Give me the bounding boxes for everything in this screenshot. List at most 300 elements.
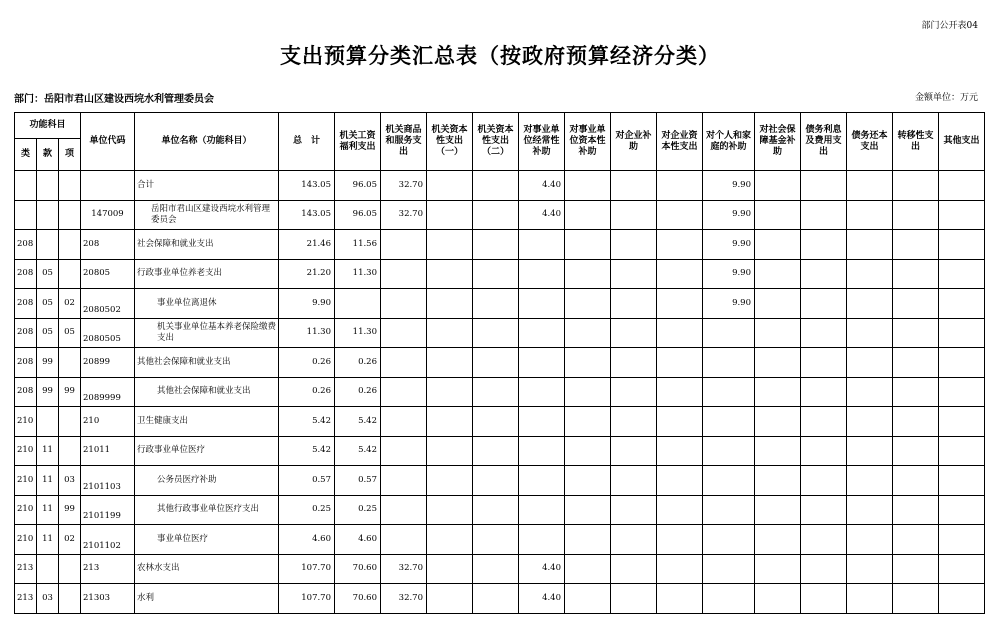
cell-lei: 208 xyxy=(15,289,37,319)
cell-c5 xyxy=(519,495,565,525)
cell-name: 其他社会保障和就业支出 xyxy=(135,377,279,407)
cell-c6 xyxy=(565,289,611,319)
cell-c1: 70.60 xyxy=(335,584,381,614)
cell-kuan: 11 xyxy=(37,466,59,496)
cell-c14 xyxy=(939,318,985,348)
cell-c3 xyxy=(427,318,473,348)
cell-c2: 32.70 xyxy=(381,200,427,230)
cell-c1: 96.05 xyxy=(335,200,381,230)
col-header-c3: 机关资本性支出（一） xyxy=(427,113,473,171)
cell-kuan xyxy=(37,171,59,201)
cell-c1: 5.42 xyxy=(335,407,381,437)
cell-c12 xyxy=(847,584,893,614)
cell-c14 xyxy=(939,348,985,378)
cell-c13 xyxy=(893,466,939,496)
cell-c6 xyxy=(565,525,611,555)
cell-c13 xyxy=(893,171,939,201)
cell-c7 xyxy=(611,554,657,584)
cell-c12 xyxy=(847,554,893,584)
col-header-c12: 债务还本支出 xyxy=(847,113,893,171)
cell-c4 xyxy=(473,318,519,348)
cell-c7 xyxy=(611,525,657,555)
cell-c1: 0.26 xyxy=(335,377,381,407)
cell-c12 xyxy=(847,318,893,348)
kuan-header: 款 xyxy=(37,139,59,171)
cell-xiang xyxy=(59,348,81,378)
table-row xyxy=(15,289,985,319)
total-header: 总 计 xyxy=(279,113,335,171)
cell-c12 xyxy=(847,230,893,260)
cell-c10 xyxy=(755,348,801,378)
cell-c6 xyxy=(565,466,611,496)
cell-c4 xyxy=(473,554,519,584)
cell-c8 xyxy=(657,495,703,525)
cell-c8 xyxy=(657,466,703,496)
table-row xyxy=(15,230,985,260)
cell-c8 xyxy=(657,289,703,319)
cell-name: 其他行政事业单位医疗支出 xyxy=(135,495,279,525)
cell-c4 xyxy=(473,407,519,437)
cell-c10 xyxy=(755,259,801,289)
table-row xyxy=(15,200,985,230)
cell-c11 xyxy=(801,466,847,496)
cell-c4 xyxy=(473,230,519,260)
cell-c6 xyxy=(565,318,611,348)
cell-c2 xyxy=(381,289,427,319)
cell-name: 农林水支出 xyxy=(135,554,279,584)
cell-c6 xyxy=(565,377,611,407)
col-header-c5: 对事业单位经常性补助 xyxy=(519,113,565,171)
table-row xyxy=(15,584,985,614)
table-number-label: 部门公开表04 xyxy=(921,21,978,31)
cell-c1: 11.30 xyxy=(335,318,381,348)
cell-c3 xyxy=(427,495,473,525)
cell-c12 xyxy=(847,348,893,378)
lei-header: 类 xyxy=(15,139,37,171)
cell-c10 xyxy=(755,407,801,437)
cell-lei: 208 xyxy=(15,230,37,260)
cell-c5: 4.40 xyxy=(519,200,565,230)
cell-c7 xyxy=(611,318,657,348)
col-header-c2: 机关商品和服务支出 xyxy=(381,113,427,171)
cell-kuan xyxy=(37,554,59,584)
cell-lei: 210 xyxy=(15,525,37,555)
cell-kuan xyxy=(37,407,59,437)
cell-total: 21.46 xyxy=(279,230,335,260)
cell-lei: 213 xyxy=(15,554,37,584)
cell-c5 xyxy=(519,377,565,407)
cell-c14 xyxy=(939,525,985,555)
cell-total: 107.70 xyxy=(279,554,335,584)
cell-c4 xyxy=(473,495,519,525)
cell-xiang xyxy=(59,171,81,201)
cell-c4 xyxy=(473,584,519,614)
cell-c14 xyxy=(939,436,985,466)
cell-c13 xyxy=(893,407,939,437)
budget-table xyxy=(14,112,985,614)
cell-code: 147009 xyxy=(81,200,135,230)
cell-c9: 9.90 xyxy=(703,171,755,201)
cell-code: 208 xyxy=(81,230,135,260)
cell-c12 xyxy=(847,466,893,496)
cell-xiang xyxy=(59,407,81,437)
cell-c4 xyxy=(473,525,519,555)
cell-xiang: 02 xyxy=(59,525,81,555)
cell-total: 0.26 xyxy=(279,348,335,378)
cell-c13 xyxy=(893,259,939,289)
col-header-c1: 机关工资福利支出 xyxy=(335,113,381,171)
cell-c9: 9.90 xyxy=(703,259,755,289)
cell-c11 xyxy=(801,495,847,525)
cell-c8 xyxy=(657,230,703,260)
cell-c14 xyxy=(939,466,985,496)
cell-c11 xyxy=(801,230,847,260)
cell-c7 xyxy=(611,584,657,614)
cell-c8 xyxy=(657,436,703,466)
table-row xyxy=(15,407,985,437)
cell-total: 143.05 xyxy=(279,171,335,201)
cell-c2: 32.70 xyxy=(381,554,427,584)
cell-c14 xyxy=(939,584,985,614)
cell-xiang: 03 xyxy=(59,466,81,496)
cell-c3 xyxy=(427,407,473,437)
cell-c11 xyxy=(801,525,847,555)
cell-c13 xyxy=(893,230,939,260)
cell-c2 xyxy=(381,348,427,378)
col-header-c7: 对企业补助 xyxy=(611,113,657,171)
cell-c1: 11.30 xyxy=(335,259,381,289)
cell-c10 xyxy=(755,200,801,230)
cell-c8 xyxy=(657,377,703,407)
cell-name: 机关事业单位基本养老保险缴费支出 xyxy=(135,318,279,348)
cell-c4 xyxy=(473,436,519,466)
cell-code xyxy=(81,171,135,201)
cell-xiang xyxy=(59,436,81,466)
cell-code: 21303 xyxy=(81,584,135,614)
cell-c6 xyxy=(565,259,611,289)
cell-c2 xyxy=(381,377,427,407)
cell-c11 xyxy=(801,377,847,407)
cell-c5 xyxy=(519,348,565,378)
table-row xyxy=(15,259,985,289)
cell-c5 xyxy=(519,466,565,496)
cell-code: 210 xyxy=(81,407,135,437)
cell-c3 xyxy=(427,554,473,584)
cell-c7 xyxy=(611,436,657,466)
cell-c13 xyxy=(893,200,939,230)
cell-c7 xyxy=(611,348,657,378)
cell-c7 xyxy=(611,289,657,319)
cell-c8 xyxy=(657,259,703,289)
col-header-c4: 机关资本性支出（二） xyxy=(473,113,519,171)
cell-c9 xyxy=(703,436,755,466)
cell-xiang: 99 xyxy=(59,495,81,525)
table-row xyxy=(15,436,985,466)
cell-c5 xyxy=(519,407,565,437)
cell-c2 xyxy=(381,436,427,466)
cell-c1: 11.56 xyxy=(335,230,381,260)
cell-c8 xyxy=(657,318,703,348)
cell-c4 xyxy=(473,171,519,201)
cell-lei: 210 xyxy=(15,495,37,525)
cell-c12 xyxy=(847,289,893,319)
cell-lei xyxy=(15,200,37,230)
cell-code: 20899 xyxy=(81,348,135,378)
cell-c3 xyxy=(427,525,473,555)
cell-c6 xyxy=(565,495,611,525)
cell-name: 卫生健康支出 xyxy=(135,407,279,437)
cell-c5 xyxy=(519,259,565,289)
cell-c7 xyxy=(611,407,657,437)
cell-c13 xyxy=(893,318,939,348)
amount-unit-label: 金额单位：万元 xyxy=(914,93,978,103)
cell-xiang xyxy=(59,230,81,260)
cell-c5 xyxy=(519,289,565,319)
cell-c9 xyxy=(703,318,755,348)
cell-c3 xyxy=(427,348,473,378)
cell-xiang xyxy=(59,554,81,584)
cell-c7 xyxy=(611,259,657,289)
cell-code: 2101103 xyxy=(81,466,135,496)
cell-kuan: 05 xyxy=(37,318,59,348)
cell-c10 xyxy=(755,171,801,201)
col-header-c6: 对事业单位资本性补助 xyxy=(565,113,611,171)
cell-total: 5.42 xyxy=(279,436,335,466)
cell-kuan: 11 xyxy=(37,495,59,525)
cell-c4 xyxy=(473,200,519,230)
cell-lei: 210 xyxy=(15,407,37,437)
cell-c13 xyxy=(893,554,939,584)
cell-c1 xyxy=(335,289,381,319)
cell-c11 xyxy=(801,436,847,466)
cell-c13 xyxy=(893,348,939,378)
cell-c1: 4.60 xyxy=(335,525,381,555)
table-row xyxy=(15,377,985,407)
cell-c9 xyxy=(703,554,755,584)
cell-c6 xyxy=(565,348,611,378)
cell-c5 xyxy=(519,230,565,260)
cell-lei: 208 xyxy=(15,259,37,289)
cell-lei xyxy=(15,171,37,201)
cell-kuan: 05 xyxy=(37,259,59,289)
cell-c7 xyxy=(611,495,657,525)
cell-c12 xyxy=(847,525,893,555)
table-row xyxy=(15,348,985,378)
cell-c4 xyxy=(473,348,519,378)
cell-c9 xyxy=(703,584,755,614)
cell-c11 xyxy=(801,200,847,230)
cell-code: 213 xyxy=(81,554,135,584)
cell-xiang: 99 xyxy=(59,377,81,407)
cell-c12 xyxy=(847,407,893,437)
cell-c8 xyxy=(657,525,703,555)
cell-c13 xyxy=(893,436,939,466)
cell-c3 xyxy=(427,289,473,319)
cell-xiang: 05 xyxy=(59,318,81,348)
cell-c5: 4.40 xyxy=(519,554,565,584)
cell-c10 xyxy=(755,554,801,584)
cell-c8 xyxy=(657,348,703,378)
cell-lei: 210 xyxy=(15,436,37,466)
cell-name: 公务员医疗补助 xyxy=(135,466,279,496)
cell-c9 xyxy=(703,525,755,555)
cell-c13 xyxy=(893,289,939,319)
cell-c12 xyxy=(847,436,893,466)
col-header-c10: 对社会保障基金补助 xyxy=(755,113,801,171)
cell-c11 xyxy=(801,584,847,614)
cell-c4 xyxy=(473,259,519,289)
cell-c13 xyxy=(893,525,939,555)
cell-c3 xyxy=(427,259,473,289)
cell-c14 xyxy=(939,495,985,525)
table-row xyxy=(15,554,985,584)
cell-c8 xyxy=(657,584,703,614)
table-row xyxy=(15,171,985,201)
cell-code: 2101199 xyxy=(81,495,135,525)
cell-c10 xyxy=(755,289,801,319)
table-row xyxy=(15,318,985,348)
page-title: 支出预算分类汇总表（按政府预算经济分类） xyxy=(280,43,720,68)
cell-c6 xyxy=(565,436,611,466)
cell-c3 xyxy=(427,200,473,230)
cell-name: 合计 xyxy=(135,171,279,201)
cell-c2 xyxy=(381,525,427,555)
cell-c10 xyxy=(755,495,801,525)
table-row xyxy=(15,466,985,496)
cell-xiang xyxy=(59,259,81,289)
cell-kuan: 11 xyxy=(37,436,59,466)
cell-name: 行政事业单位医疗 xyxy=(135,436,279,466)
cell-c3 xyxy=(427,466,473,496)
cell-c6 xyxy=(565,171,611,201)
cell-lei: 208 xyxy=(15,318,37,348)
cell-c2 xyxy=(381,495,427,525)
cell-c3 xyxy=(427,584,473,614)
cell-c11 xyxy=(801,259,847,289)
cell-c2 xyxy=(381,230,427,260)
cell-c3 xyxy=(427,377,473,407)
department-label: 部门：岳阳市君山区建设西垸水利管理委员会 xyxy=(14,94,214,105)
cell-kuan xyxy=(37,230,59,260)
cell-c4 xyxy=(473,377,519,407)
cell-c10 xyxy=(755,377,801,407)
func-subject-header: 功能科目 xyxy=(15,113,81,139)
cell-total: 107.70 xyxy=(279,584,335,614)
cell-total: 9.90 xyxy=(279,289,335,319)
cell-c10 xyxy=(755,436,801,466)
cell-c14 xyxy=(939,200,985,230)
cell-c2 xyxy=(381,407,427,437)
cell-c9 xyxy=(703,466,755,496)
cell-c14 xyxy=(939,171,985,201)
cell-c11 xyxy=(801,289,847,319)
table-row xyxy=(15,495,985,525)
unit-name-header: 单位名称（功能科目） xyxy=(135,113,279,171)
cell-c9 xyxy=(703,407,755,437)
cell-total: 0.26 xyxy=(279,377,335,407)
col-header-c13: 转移性支出 xyxy=(893,113,939,171)
unit-code-header: 单位代码 xyxy=(81,113,135,171)
cell-kuan: 11 xyxy=(37,525,59,555)
col-header-c8: 对企业资本性支出 xyxy=(657,113,703,171)
cell-kuan xyxy=(37,200,59,230)
cell-c12 xyxy=(847,259,893,289)
cell-code: 20805 xyxy=(81,259,135,289)
cell-total: 0.25 xyxy=(279,495,335,525)
cell-c9: 9.90 xyxy=(703,289,755,319)
cell-c14 xyxy=(939,554,985,584)
cell-c7 xyxy=(611,171,657,201)
cell-c6 xyxy=(565,584,611,614)
cell-code: 21011 xyxy=(81,436,135,466)
cell-c1: 0.57 xyxy=(335,466,381,496)
cell-c10 xyxy=(755,318,801,348)
cell-c9: 9.90 xyxy=(703,230,755,260)
cell-c3 xyxy=(427,436,473,466)
cell-c5: 4.40 xyxy=(519,171,565,201)
cell-name: 事业单位离退休 xyxy=(135,289,279,319)
cell-c1: 0.26 xyxy=(335,348,381,378)
cell-code: 2089999 xyxy=(81,377,135,407)
cell-c9 xyxy=(703,377,755,407)
cell-code: 2080502 xyxy=(81,289,135,319)
cell-kuan: 99 xyxy=(37,377,59,407)
cell-c3 xyxy=(427,171,473,201)
col-header-c14: 其他支出 xyxy=(939,113,985,171)
cell-total: 11.30 xyxy=(279,318,335,348)
cell-c1: 5.42 xyxy=(335,436,381,466)
cell-c12 xyxy=(847,377,893,407)
cell-c2: 32.70 xyxy=(381,584,427,614)
col-header-c9: 对个人和家庭的补助 xyxy=(703,113,755,171)
cell-c8 xyxy=(657,200,703,230)
cell-total: 21.20 xyxy=(279,259,335,289)
cell-c13 xyxy=(893,584,939,614)
cell-c10 xyxy=(755,525,801,555)
cell-c2 xyxy=(381,318,427,348)
cell-c3 xyxy=(427,230,473,260)
cell-c2: 32.70 xyxy=(381,171,427,201)
cell-c1: 70.60 xyxy=(335,554,381,584)
cell-c5 xyxy=(519,436,565,466)
cell-c11 xyxy=(801,407,847,437)
cell-c7 xyxy=(611,200,657,230)
cell-c9 xyxy=(703,495,755,525)
cell-c12 xyxy=(847,495,893,525)
cell-name: 水利 xyxy=(135,584,279,614)
cell-c7 xyxy=(611,377,657,407)
cell-c9: 9.90 xyxy=(703,200,755,230)
cell-c5 xyxy=(519,318,565,348)
cell-kuan: 03 xyxy=(37,584,59,614)
cell-c12 xyxy=(847,200,893,230)
cell-c11 xyxy=(801,171,847,201)
cell-kuan: 99 xyxy=(37,348,59,378)
cell-c8 xyxy=(657,171,703,201)
cell-c6 xyxy=(565,554,611,584)
cell-c6 xyxy=(565,407,611,437)
cell-c5 xyxy=(519,525,565,555)
cell-total: 5.42 xyxy=(279,407,335,437)
cell-c14 xyxy=(939,407,985,437)
cell-c8 xyxy=(657,407,703,437)
table-row xyxy=(15,525,985,555)
cell-total: 0.57 xyxy=(279,466,335,496)
cell-c14 xyxy=(939,230,985,260)
cell-c10 xyxy=(755,584,801,614)
cell-name: 岳阳市君山区建设西垸水利管理委员会 xyxy=(135,200,279,230)
col-header-c11: 债务利息及费用支出 xyxy=(801,113,847,171)
